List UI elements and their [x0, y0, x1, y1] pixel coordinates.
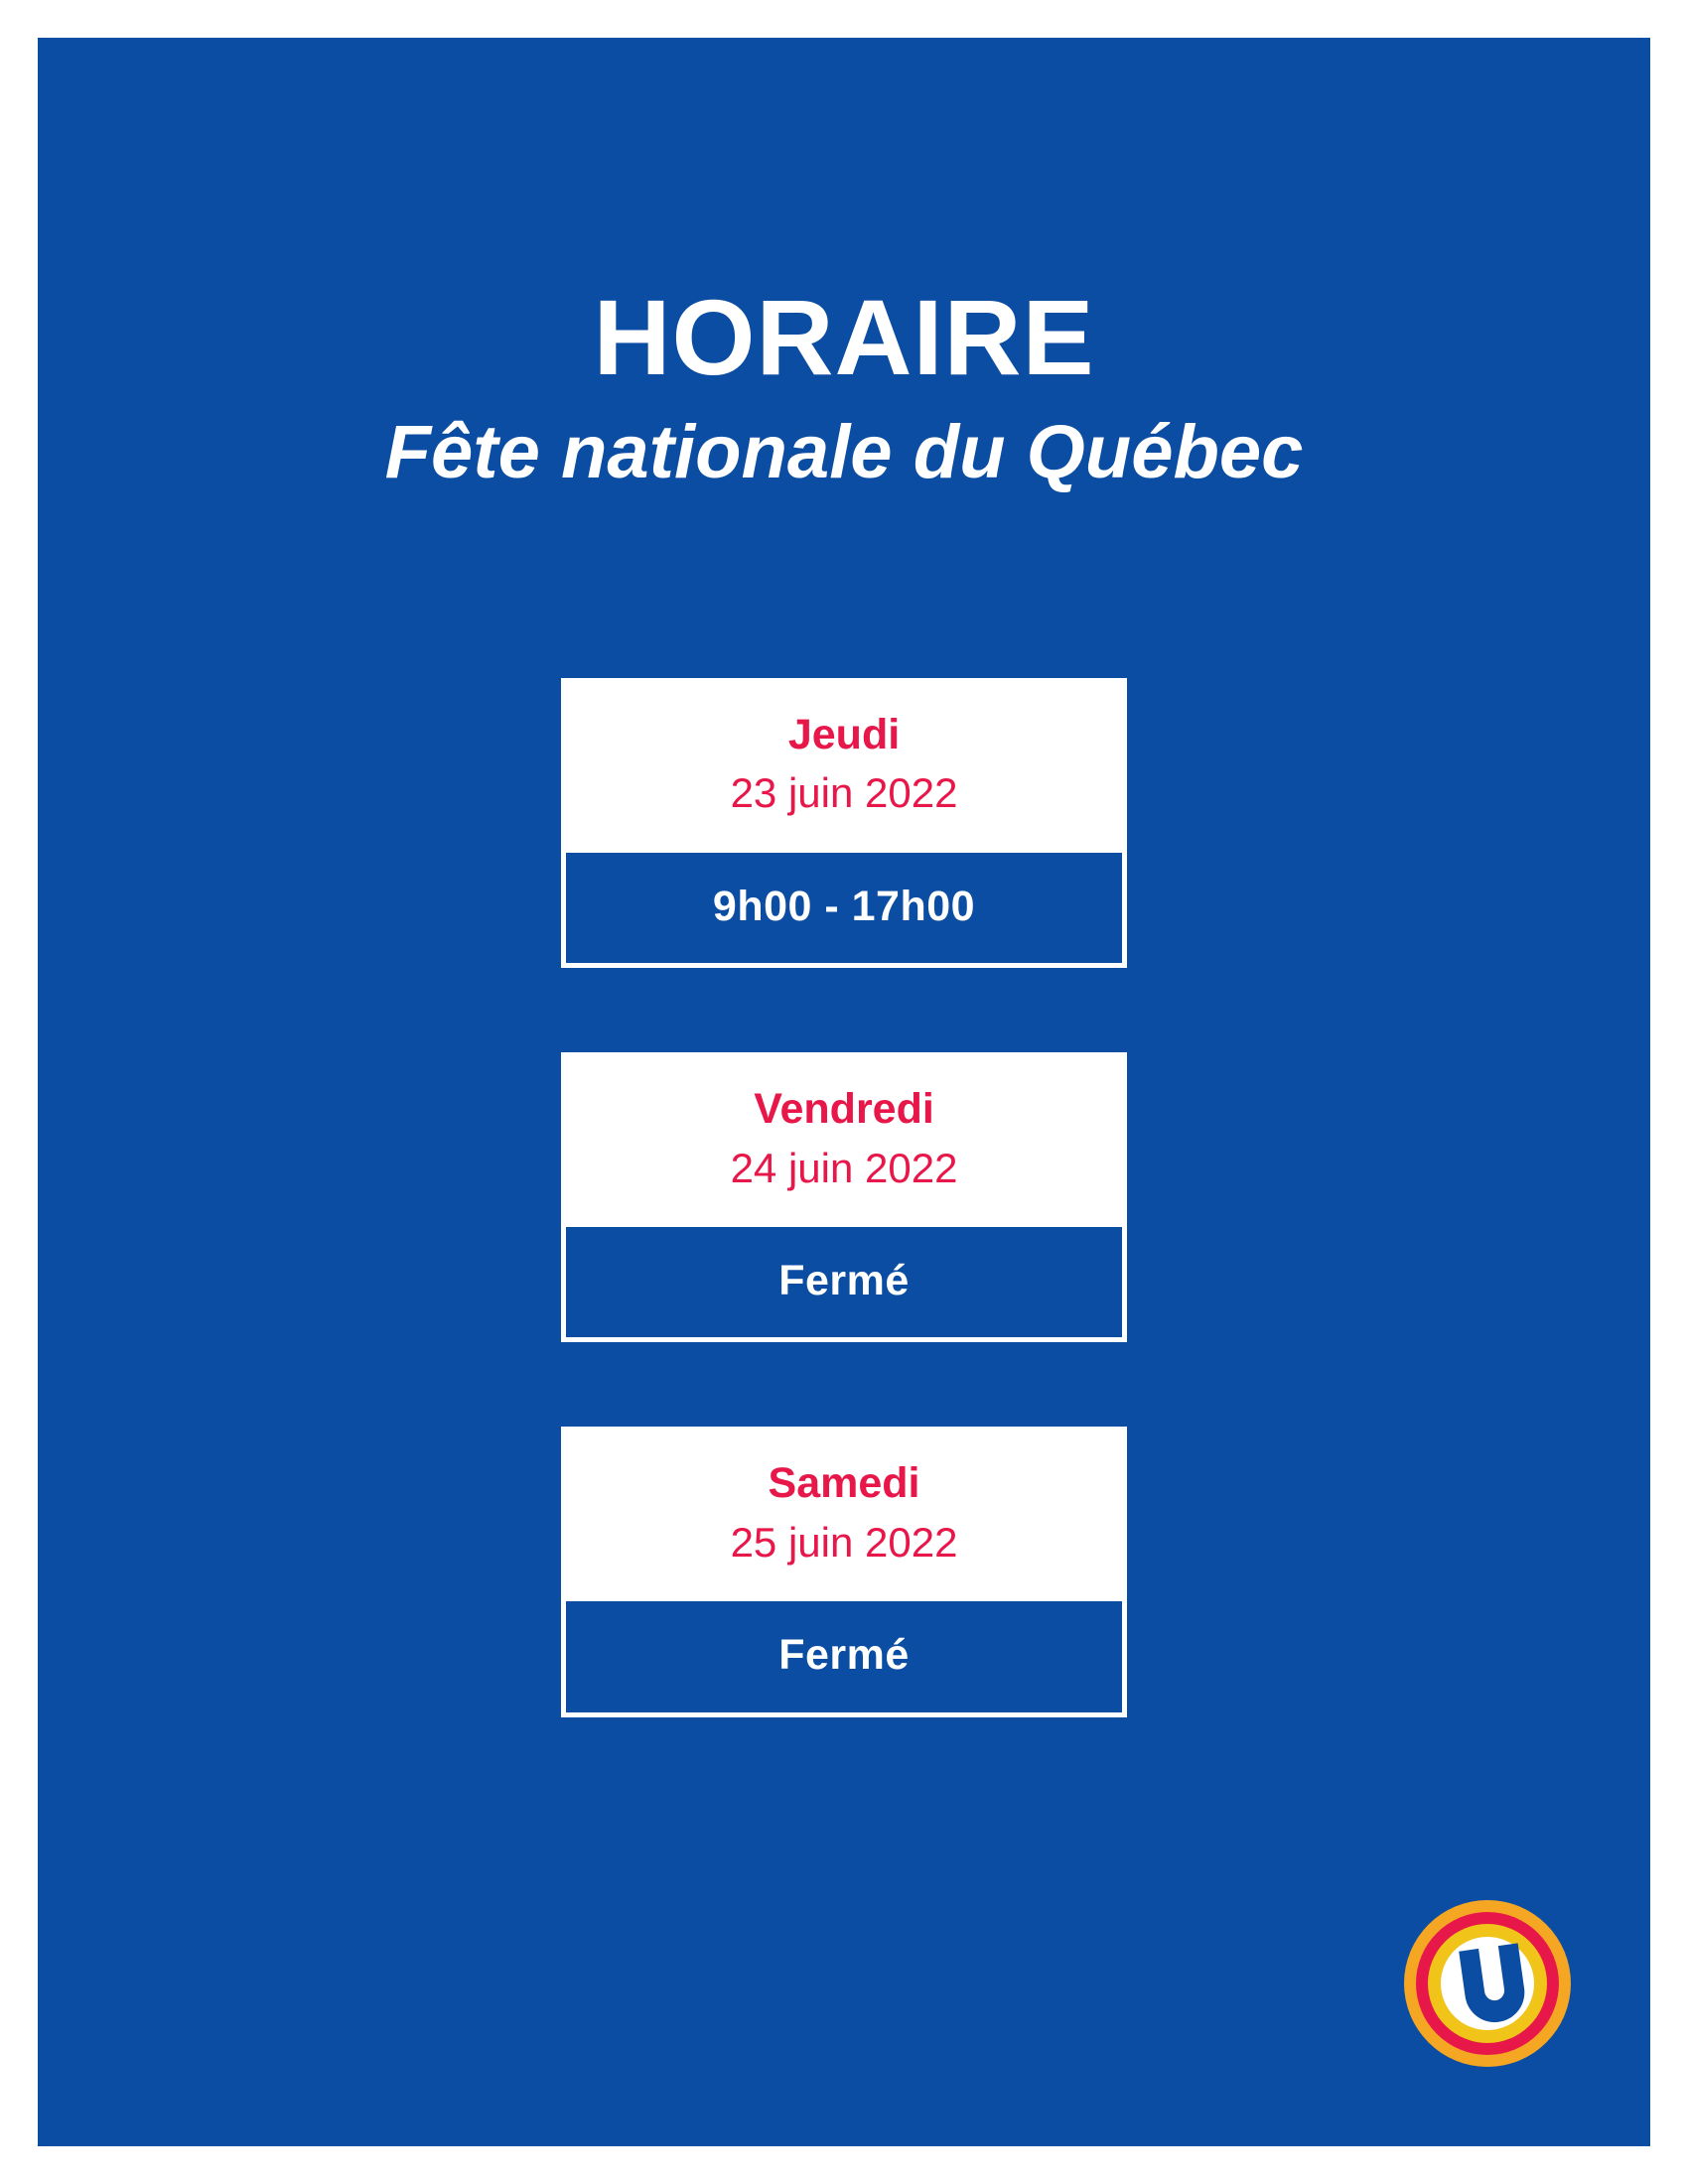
- schedule-date-label: 25 juin 2022: [730, 1518, 958, 1566]
- schedule-card-header: [566, 1432, 1122, 1596]
- schedule-day-label: Samedi: [768, 1459, 920, 1508]
- schedule-card: [561, 678, 1127, 968]
- u-circle-logo: [1402, 1898, 1573, 2069]
- schedule-card: [561, 1052, 1127, 1342]
- schedule-hours-label: 9h00 - 17h00: [712, 882, 976, 930]
- poster-header: [38, 277, 1650, 495]
- schedule-day-label: Vendredi: [754, 1085, 934, 1134]
- schedule-card-footer: [566, 1222, 1122, 1337]
- schedule-card-header: [566, 1057, 1122, 1222]
- schedule-card-footer: [566, 848, 1122, 963]
- schedule-hours-label: Fermé: [778, 1631, 910, 1680]
- page-title: HORAIRE: [593, 277, 1095, 397]
- schedule-day-label: Jeudi: [787, 711, 901, 758]
- schedule-list: [38, 678, 1650, 1802]
- schedule-card-footer: [566, 1596, 1122, 1711]
- schedule-date-label: 24 juin 2022: [730, 1144, 958, 1191]
- schedule-card: [561, 1427, 1127, 1716]
- schedule-hours-label: Fermé: [778, 1256, 910, 1304]
- page-subtitle: Fête nationale du Québec: [384, 410, 1304, 495]
- schedule-date-label: 23 juin 2022: [730, 769, 958, 817]
- poster-canvas: [38, 38, 1650, 2146]
- schedule-card-header: [566, 683, 1122, 848]
